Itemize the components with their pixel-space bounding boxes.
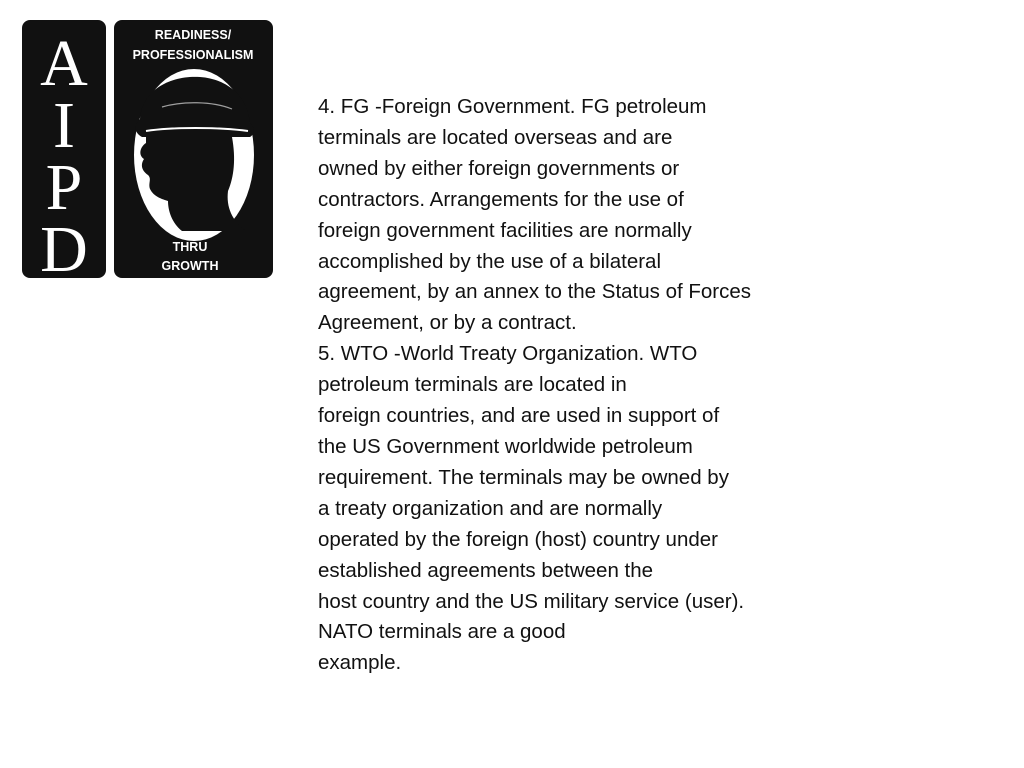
body-line: contractors. Arrangements for the use of bbox=[318, 187, 684, 211]
body-line: 5. WTO -World Treaty Organization. WTO bbox=[318, 342, 698, 366]
body-line: operated by the foreign (host) country under bbox=[318, 527, 718, 551]
logo-letter-p: P bbox=[45, 151, 83, 224]
body-line: NATO terminals are a good bbox=[318, 620, 566, 644]
logo-banner-bottom-1: THRU bbox=[172, 240, 208, 254]
body-line: owned by either foreign governments or bbox=[318, 156, 680, 180]
body-line: host country and the US military service (user). bbox=[318, 589, 745, 613]
body-line: foreign government facilities are normally bbox=[318, 218, 692, 242]
logo-letter-i: I bbox=[53, 89, 75, 162]
body-line: a treaty organization and are normally bbox=[318, 496, 663, 520]
body-line: the US Government worldwide petroleum bbox=[318, 434, 693, 458]
body-line: example. bbox=[318, 651, 402, 675]
logo-letter-a: A bbox=[40, 27, 88, 100]
logo-letter-d: D bbox=[40, 213, 88, 279]
aipd-logo-graphic bbox=[22, 19, 273, 279]
body-line: accomplished by the use of a bilateral bbox=[318, 249, 662, 273]
aipd-logo bbox=[22, 19, 273, 279]
logo-banner-bottom-2: GROWTH bbox=[161, 259, 219, 273]
logo-banner-top-2: PROFESSIONALISM bbox=[132, 48, 254, 62]
body-line: requirement. The terminals may be owned by bbox=[318, 465, 729, 489]
body-line: Agreement, or by a contract. bbox=[318, 311, 577, 335]
body-text bbox=[318, 92, 838, 679]
body-line: established agreements between the bbox=[318, 558, 654, 582]
logo-banner-top-1: READINESS/ bbox=[154, 28, 232, 42]
body-line: 4. FG -Foreign Government. FG petroleum bbox=[318, 95, 707, 118]
body-line: terminals are located overseas and are bbox=[318, 125, 673, 149]
body-line: petroleum terminals are located in bbox=[318, 373, 627, 397]
body-line: agreement, by an annex to the Status of Forces bbox=[318, 280, 752, 304]
body-line: foreign countries, and are used in support of bbox=[318, 404, 720, 428]
